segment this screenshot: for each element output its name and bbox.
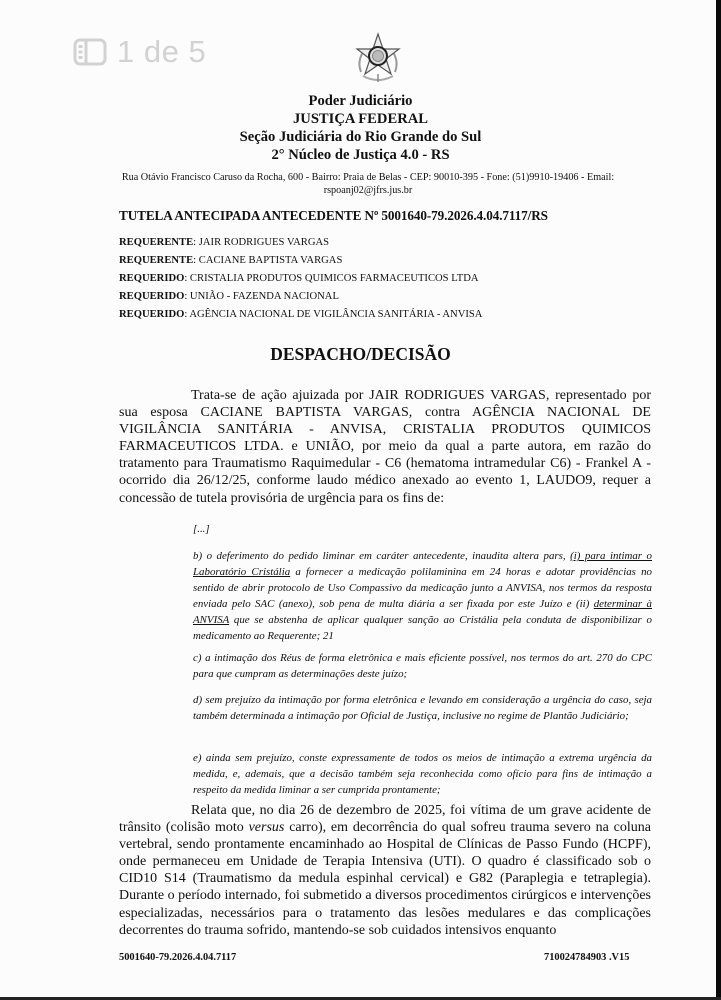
paragraph-intro-text: Trata-se de ação ajuizada por JAIR RODRIGUES VARGAS, representado por sua esposa CACIANE BAPTISTA VARGAS, contra AGÊNCIA NACIONAL DE VIGILÂNCIA SANITÁRIA - ANVISA, CRISTALIA PRODUTOS QUIMICOS FARMACEUTICOS LTDA. e UNIÃO, por meio da qual a parte autora, em razão do tratamento para Traumatismo Raquimedular - C6 (hematoma intramedular C6) - Frankel A - ocorrido dia 26/12/25, conforme laudo médico anexado ao evento 1, LAUDO9, requer a concessão de tutela provisória de urgência para os fins de: <box>119 388 651 506</box>
party-role: REQUERIDO <box>119 309 185 320</box>
quote-ellipsis: [...] <box>193 523 210 535</box>
sidebar-toggle-icon[interactable] <box>73 38 107 66</box>
header-line-4: 2° Núcleo de Justiça 4.0 - RS <box>271 147 450 163</box>
page-indicator[interactable] <box>73 34 206 70</box>
header-line-1: Poder Judiciário <box>308 93 413 109</box>
party-role: REQUERIDO <box>119 291 185 302</box>
party-name: : JAIR RODRIGUES VARGAS <box>193 237 330 248</box>
paragraph-report-text-1: Relata que, no dia 26 de dezembro de 2025, foi vítima de um grave acidente de trânsito (colisão moto <box>119 803 651 836</box>
party-role: REQUERENTE <box>119 255 194 266</box>
paragraph-report-text-2: carro), em decorrência do qual sofreu trauma severo na coluna vertebral, sendo prontamente encaminhado ao Hospital de Clínicas de Passo Fundo (HCPF), onde permaneceu em Unidade de Terapia Intensiva (UTI). O quadro é classificado sob o CID10 S14 (Traumatismo da medula espinhal cervical) e G82 (Paraplegia e tetraplegia). Durante o período internado, foi submetido a diversos procedimentos cirúrgicos e intervenções especializadas, necessários para o tratamento das lesões medulares e das complicações decorrentes do trauma sofrido, mantendo-se sob cuidados intensivos enquanto <box>119 820 651 938</box>
party-row <box>119 252 482 270</box>
party-name: : AGÊNCIA NACIONAL DE VIGILÂNCIA SANITÁRIA - ANVISA <box>184 309 483 320</box>
party-name: : CACIANE BAPTISTA VARGAS <box>193 255 343 266</box>
footer-document-code: 710024784903 .V15 <box>544 952 630 963</box>
party-row <box>119 306 482 324</box>
party-row <box>119 234 482 252</box>
quote-b-underline-2: determinar à ANVISA <box>193 598 652 626</box>
quote-b-underline-1: (i) para intimar o Laboratório Cristália <box>193 550 652 578</box>
quote-b-text-1: b) o deferimento do pedido liminar em caráter antecedente, inaudita altera pars, <box>193 550 571 562</box>
document-title: DESPACHO/DECISÃO <box>270 344 451 364</box>
paragraph-report-italic: versus <box>248 820 285 836</box>
quote-item-d: d) sem prejuízo da intimação por forma eletrônica e levando em consideração a urgência do caso, seja também determinada a intimação por Oficial de Justiça, inclusive no regime de Plantão Judiciário; <box>193 694 652 722</box>
party-name: : UNIÃO - FAZENDA NACIONAL <box>184 291 339 302</box>
header-line-2: JUSTIÇA FEDERAL <box>292 111 429 127</box>
paragraph-intro <box>119 387 651 507</box>
paragraph-report <box>119 802 651 939</box>
quote-item-b <box>193 548 652 644</box>
footer-process-number: 5001640-79.2026.4.04.7117 <box>119 952 237 963</box>
process-title: TUTELA ANTECIPADA ANTECEDENTE Nº 5001640-79.2026.4.04.7117/RS <box>119 208 548 223</box>
page-counter: 1 de 5 <box>117 34 207 69</box>
party-role: REQUERENTE <box>119 237 194 248</box>
party-name: : CRISTALIA PRODUTOS QUIMICOS FARMACEUTICOS LTDA <box>184 273 479 284</box>
quote-b-text-3: que se abstenha de aplicar qualquer sanção ao Cristália pela conduta de disponibilizar o medicamento ao Requerente; 21 <box>193 614 652 642</box>
quote-item-e: e) ainda sem prejuízo, conste expressamente de todos os meios de intimação a extrema urgência da medida, e, ademais, que a decisão também seja reconhecida como ofício para fins de intimação a respeito da medida liminar a ser cumprida prontamente; <box>193 752 652 796</box>
address-email: rspoanj02@jfrs.jus.br <box>323 185 413 196</box>
parties-list <box>119 234 482 324</box>
court-header <box>0 92 721 164</box>
header-line-3: Seção Judiciária do Rio Grande do Sul <box>239 129 482 145</box>
address-line-1: Rua Otávio Francisco Caruso da Rocha, 600 - Bairro: Praia de Belas - CEP: 90010-395 - Fone: (51)9910-19406 - Email: <box>121 172 615 183</box>
quote-item-c: c) a intimação dos Réus de forma eletrônica e mais eficiente possível, nos termos do art. 270 do CPC para que cumpram as determinações deste juízo; <box>193 652 652 680</box>
brazil-coat-of-arms-icon <box>353 32 403 84</box>
party-row <box>119 270 482 288</box>
party-role: REQUERIDO <box>119 273 185 284</box>
quote-b-text-2: a fornecer a medicação polilaminina em 24 horas e adotar providências no sentido de abrir protocolo de Uso Compassivo da medicação junto a ANVISA, nos termos da resposta enviada pelo SAC (anexo), sob pena de multa diária a ser fixada por este Juízo e (ii) <box>193 566 652 610</box>
party-row <box>119 288 482 306</box>
court-address <box>118 171 618 197</box>
